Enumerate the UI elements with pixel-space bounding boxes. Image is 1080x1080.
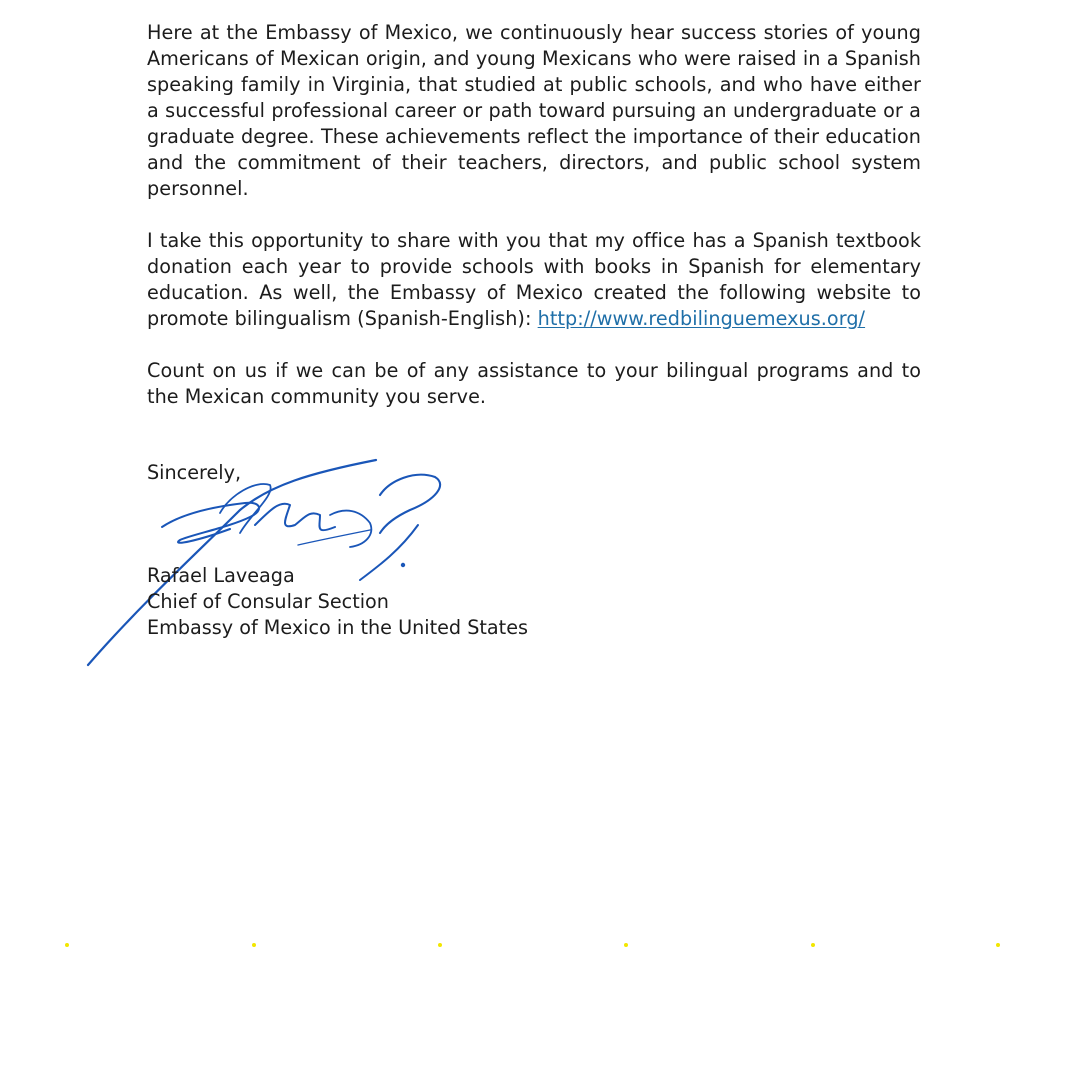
letter-body: [147, 20, 921, 436]
yellow-dot: [65, 943, 69, 947]
paragraph-success-stories: Here at the Embassy of Mexico, we continuously hear success stories of young Americans of Mexican origin, and young Mexicans who were raised in a Spanish speaking family in Virginia, that studied at public schools, and who have either a successful professional career or path toward pursuing an undergraduate or a graduate degree. These achievements reflect the importance of their education and the commitment of their teachers, directors, and public school system personnel.: [147, 21, 921, 200]
signatory-name: Rafael Laveaga: [147, 564, 295, 587]
yellow-dot: [996, 943, 1000, 947]
paragraph-textbook-donation: [147, 228, 921, 332]
yellow-dot: [438, 943, 442, 947]
yellow-dot: [811, 943, 815, 947]
signatory-organization: Embassy of Mexico in the United States: [147, 616, 528, 639]
closing-salutation: Sincerely,: [147, 461, 242, 484]
yellow-dot: [624, 943, 628, 947]
decorative-dot-row: [0, 940, 1080, 952]
paragraph-assistance: Count on us if we can be of any assistance to your bilingual programs and to the Mexican community you serve.: [147, 359, 921, 408]
yellow-dot: [252, 943, 256, 947]
signatory-title: Chief of Consular Section: [147, 590, 389, 613]
signature-block: [147, 563, 528, 641]
paragraph-textbook-donation-text: I take this opportunity to share with you that my office has a Spanish textbook donation each year to provide schools with books in Spanish for elementary education. As well, the Embassy of Mexico created the following website to promote bilingualism (Spanish-English):: [147, 229, 921, 330]
bilingual-website-link[interactable]: http://www.redbilinguemexus.org/: [537, 307, 866, 330]
